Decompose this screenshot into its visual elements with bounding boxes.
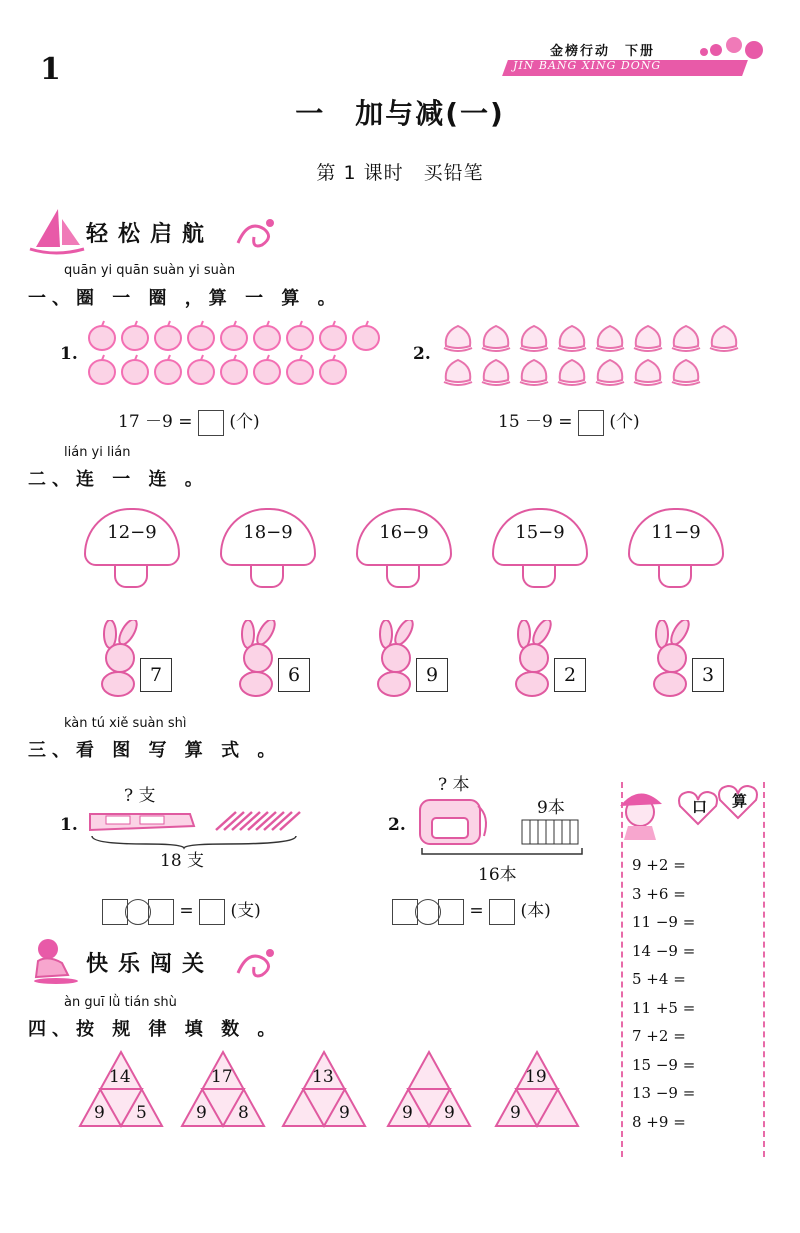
apple-icon[interactable]	[122, 355, 148, 384]
rabbit-card: 6	[278, 658, 310, 692]
s3-q1-total: 18 支	[160, 851, 205, 871]
pencil-case-icon	[90, 814, 194, 830]
oral-item[interactable]: 5 +4 =	[632, 970, 686, 988]
banner-start	[28, 205, 278, 259]
triangle-right[interactable]: 8	[238, 1103, 249, 1123]
peach-icon[interactable]	[444, 360, 472, 385]
triangle-right[interactable]: 9	[444, 1103, 455, 1123]
triangle-right[interactable]: 9	[339, 1103, 350, 1123]
pencils-icon	[216, 812, 300, 830]
q1-equation	[118, 407, 260, 436]
oral-item[interactable]: 11 +5 =	[632, 999, 696, 1017]
triangle-5	[494, 1050, 580, 1128]
q1-expression: 17 －9 =	[118, 412, 193, 432]
triangle-top[interactable]: 17	[211, 1067, 233, 1087]
peach-icon[interactable]	[558, 326, 586, 351]
banner-challenge-text: 快乐闯关	[86, 952, 215, 977]
section4-heading: 四、按 规 律 填 数 。	[28, 1019, 282, 1040]
q2-answer-box[interactable]	[578, 410, 604, 436]
mushroom-label: 16−9	[379, 522, 429, 543]
triangle-top[interactable]: 13	[312, 1067, 334, 1087]
oral-item[interactable]: 13 −9 =	[632, 1084, 696, 1102]
rabbit-card: 3	[692, 658, 724, 692]
q1-number: 1.	[60, 344, 78, 364]
s3-q1-box-b[interactable]	[148, 899, 174, 925]
oral-item[interactable]: 15 −9 =	[632, 1056, 696, 1074]
triangle-left[interactable]: 9	[510, 1103, 521, 1123]
peach-icon[interactable]	[596, 326, 624, 351]
section3-heading: 三、看 图 写 算 式 。	[28, 740, 282, 761]
peach-icon[interactable]	[520, 360, 548, 385]
apple-icon[interactable]	[122, 321, 148, 350]
triangle-shape	[386, 1050, 472, 1128]
peach-icon[interactable]	[634, 360, 662, 385]
s3-q1-number: 1.	[60, 815, 78, 835]
peach-icon[interactable]	[520, 326, 548, 351]
brand-cn: 金榜行动 下册	[550, 44, 656, 59]
apple-icon[interactable]	[254, 321, 280, 350]
apple-icon[interactable]	[221, 321, 247, 350]
rabbit-card: 9	[416, 658, 448, 692]
mushroom-label: 18−9	[243, 522, 293, 543]
s3-q2-box-b[interactable]	[438, 899, 464, 925]
books-icon	[522, 820, 578, 844]
s3-q2-question: ? 本	[438, 775, 470, 795]
q2-equation	[498, 407, 640, 436]
s3-q1-unit: (支)	[230, 901, 261, 921]
triangle-2	[180, 1050, 266, 1128]
sailboat-icon	[28, 205, 88, 255]
s3-q2-total: 16本	[478, 865, 517, 885]
triangle-top[interactable]: 14	[109, 1067, 131, 1087]
triangle-left[interactable]: 9	[94, 1103, 105, 1123]
q2-expression: 15 －9 =	[498, 412, 573, 432]
girl-icon	[612, 782, 672, 842]
backpack-icon	[420, 800, 486, 844]
section1-pinyin: quān yi quān suàn yi suàn	[64, 263, 236, 278]
apple-icon[interactable]	[320, 321, 346, 350]
mushroom-label: 15−9	[515, 522, 565, 543]
mushroom-label: 11−9	[651, 522, 701, 543]
s3-q1-question: ? 支	[124, 786, 156, 806]
apple-icon[interactable]	[287, 321, 313, 350]
oral-item[interactable]: 8 +9 =	[632, 1113, 686, 1131]
section3-pinyin: kàn tú xiě suàn shì	[64, 716, 187, 731]
peach-icon[interactable]	[710, 326, 738, 351]
triangle-right[interactable]: 5	[136, 1103, 147, 1123]
triangle-3	[281, 1050, 367, 1128]
oral-item[interactable]: 14 −9 =	[632, 942, 696, 960]
apple-group	[88, 318, 388, 390]
rabbit-3[interactable]	[366, 620, 476, 710]
oral-item[interactable]: 7 +2 =	[632, 1027, 686, 1045]
peach-icon[interactable]	[444, 326, 472, 351]
s3-q2-number: 2.	[388, 815, 406, 835]
oral-arithmetic-panel	[618, 782, 766, 1162]
apple-icon[interactable]	[89, 321, 115, 350]
mushroom-1[interactable]	[84, 508, 176, 588]
q2-unit: (个)	[609, 412, 640, 432]
triangle-1	[78, 1050, 164, 1128]
triangle-shape	[494, 1050, 580, 1128]
peach-icon[interactable]	[634, 326, 662, 351]
q1-answer-box[interactable]	[198, 410, 224, 436]
swirl-icon	[234, 213, 278, 253]
rabbit-1[interactable]	[90, 620, 200, 710]
rabbit-4[interactable]	[504, 620, 614, 710]
peach-group	[442, 318, 762, 390]
rabbit-2[interactable]	[228, 620, 338, 710]
apple-icon[interactable]	[221, 355, 247, 384]
apple-icon[interactable]	[188, 355, 214, 384]
rabbit-card: 2	[554, 658, 586, 692]
triangle-shape	[180, 1050, 266, 1128]
apple-icon[interactable]	[287, 355, 313, 384]
triangle-4	[386, 1050, 472, 1128]
apple-icon[interactable]	[320, 355, 346, 384]
peach-icon[interactable]	[672, 326, 700, 351]
triangle-left[interactable]: 9	[402, 1103, 413, 1123]
triangle-top[interactable]: 19	[525, 1067, 547, 1087]
rabbit-card: 7	[140, 658, 172, 692]
peach-icon[interactable]	[482, 326, 510, 351]
triangle-shape	[78, 1050, 164, 1128]
mushroom-2[interactable]	[220, 508, 312, 588]
s3-q2-equation: = (本)	[392, 896, 551, 925]
mushroom-5[interactable]	[628, 508, 720, 588]
brand-en: JIN BANG XING DONG	[513, 59, 662, 72]
oral-title-1: 口	[692, 798, 708, 816]
apple-icon[interactable]	[254, 355, 280, 384]
peach-icon[interactable]	[672, 360, 700, 385]
oral-item[interactable]: 11 −9 =	[632, 913, 696, 931]
oral-item[interactable]: 9 +2 =	[632, 856, 686, 874]
page-number: 1	[40, 52, 61, 87]
rabbit-5[interactable]	[642, 620, 752, 710]
s3-q2-result[interactable]	[489, 899, 515, 925]
q2-number: 2.	[413, 344, 431, 364]
backpack-and-books	[412, 792, 592, 858]
mushroom-3[interactable]	[356, 508, 448, 588]
s3-q2-known: 9本	[537, 798, 565, 818]
child-skating-icon	[28, 935, 88, 985]
s3-q1-equation: = (支)	[102, 896, 261, 925]
section1-heading: 一、圈 一 圈 ，算 一 算 。	[28, 288, 342, 309]
triangle-shape	[281, 1050, 367, 1128]
banner-challenge	[28, 935, 278, 989]
q1-unit: (个)	[229, 412, 260, 432]
apple-icon[interactable]	[155, 321, 181, 350]
triangle-left[interactable]: 9	[196, 1103, 207, 1123]
s3-q1-result[interactable]	[199, 899, 225, 925]
peach-icon[interactable]	[482, 360, 510, 385]
peach-icon[interactable]	[558, 360, 586, 385]
apple-icon[interactable]	[155, 355, 181, 384]
oral-title-2: 算	[732, 792, 748, 810]
apple-icon[interactable]	[89, 355, 115, 384]
apple-icon[interactable]	[353, 321, 379, 350]
decor-dots-icon	[698, 34, 768, 64]
oral-item[interactable]: 3 +6 =	[632, 885, 686, 903]
banner-start-text: 轻松启航	[86, 222, 215, 247]
s3-q2-unit: (本)	[520, 901, 551, 921]
apple-icon[interactable]	[188, 321, 214, 350]
bracket	[422, 848, 582, 854]
section2-heading: 二、连 一 连 。	[28, 469, 209, 490]
peach-icon[interactable]	[596, 360, 624, 385]
section4-pinyin: àn guī lǜ tián shù	[64, 995, 177, 1010]
swirl-icon	[234, 943, 278, 983]
section2-pinyin: lián yi lián	[64, 445, 131, 460]
mushroom-label: 12−9	[107, 522, 157, 543]
pencil-case-and-pencils	[86, 800, 316, 850]
mushroom-4[interactable]	[492, 508, 584, 588]
unit-title: 一 加与减(一)	[295, 97, 505, 130]
lesson-title: 第 1 课时 买铅笔	[316, 162, 484, 184]
